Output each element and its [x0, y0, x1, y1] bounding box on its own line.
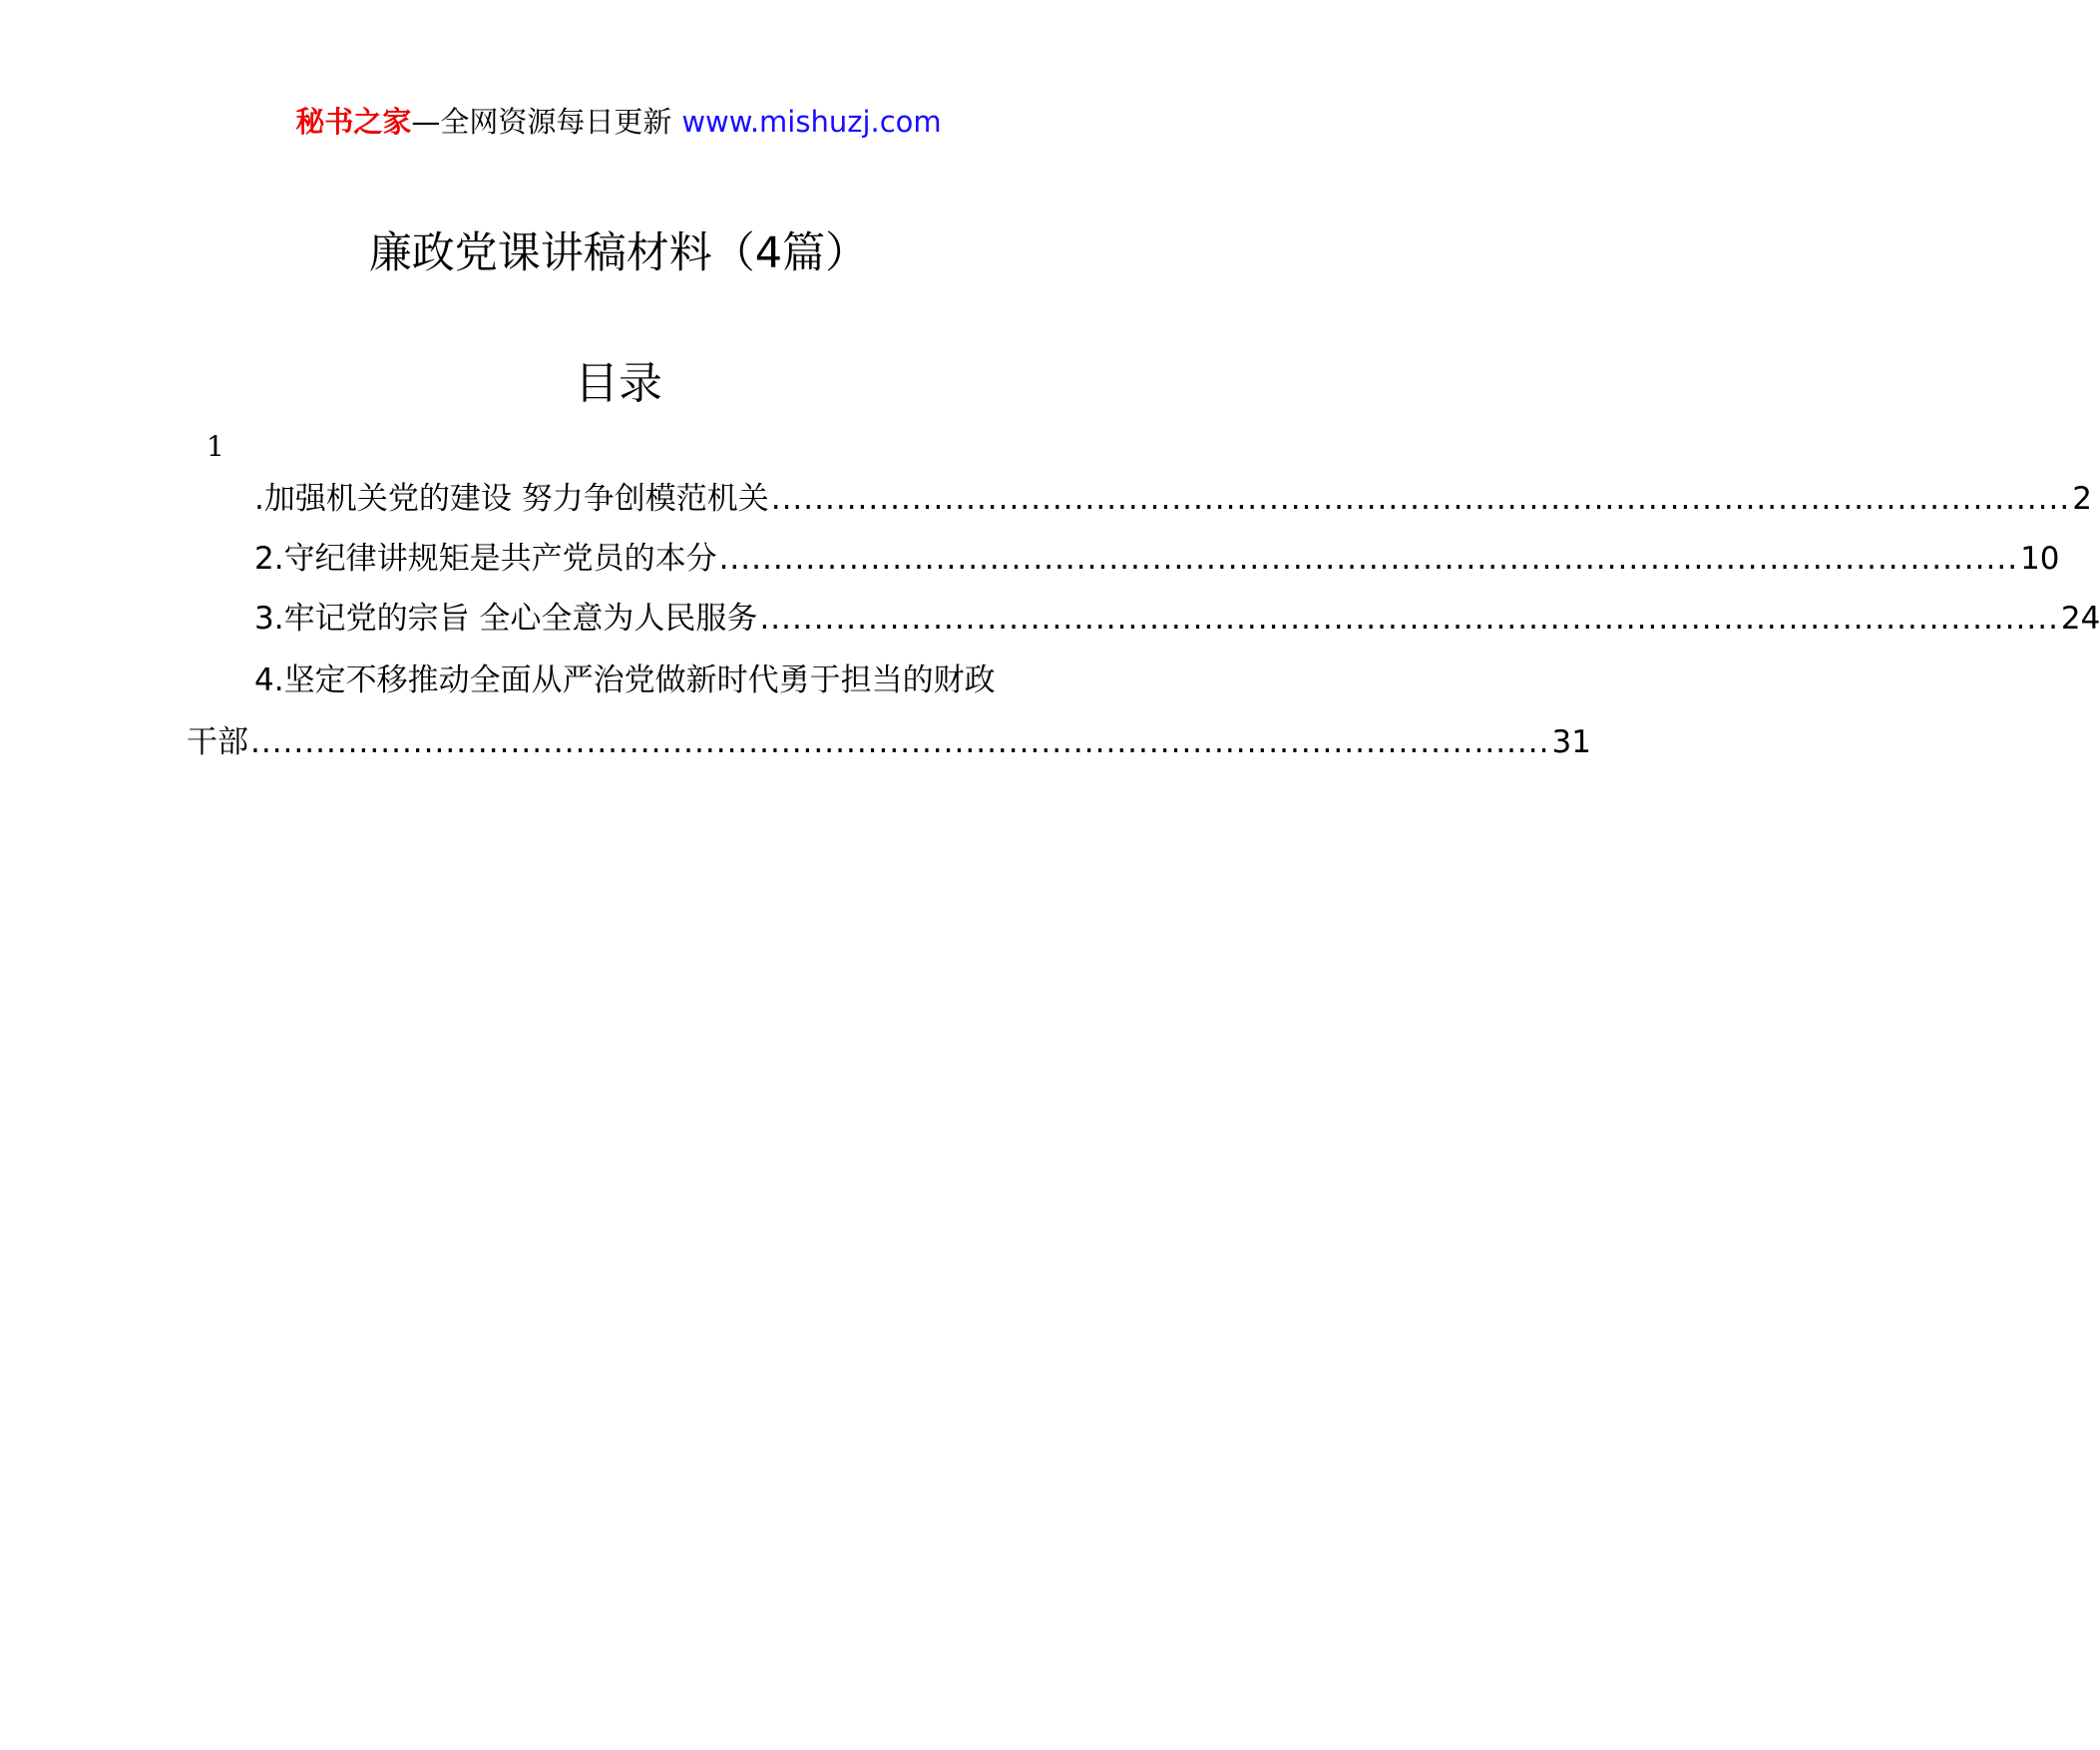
toc-entry-1[interactable]: [254, 477, 2092, 521]
toc-entry-3[interactable]: [254, 597, 2100, 641]
toc-entry-text: 3.牢记党的宗旨 全心全意为人民服务: [254, 601, 758, 637]
toc-entry-4-line-2[interactable]: [187, 720, 1591, 764]
site-slogan: 全网资源每日更新: [440, 105, 672, 139]
toc-page-number: 31: [1551, 724, 1591, 760]
toc-entry-text: 2.守纪律讲规矩是共产党员的本分: [254, 541, 717, 577]
toc-dot-leader: ........................................................................................................................: [718, 541, 2019, 577]
toc-dot-leader: ........................................................................................................................: [250, 724, 1550, 760]
toc-entry-2[interactable]: [254, 537, 2060, 581]
toc-dot-leader: ........................................................................................................................: [770, 481, 2071, 517]
site-name: 秘书之家: [295, 105, 412, 139]
toc-entry-text: .加强机关党的建设 努力争创模范机关: [254, 481, 769, 517]
toc-heading: 目录: [575, 358, 662, 409]
toc-page-number: 24: [2060, 601, 2100, 637]
toc-entry-text: 4.坚定不移推动全面从严治党做新时代勇于担当的财政: [254, 662, 996, 698]
toc-entry-4-line-1[interactable]: [254, 658, 1052, 702]
header-dash: —: [411, 105, 441, 139]
document-title: 廉政党课讲稿材料（4篇）: [368, 228, 869, 278]
toc-entry-text: 干部: [187, 724, 248, 760]
toc-page-number: 10: [2020, 541, 2060, 577]
site-header: [0, 100, 1237, 144]
toc-dot-leader: ........................................................................................................................: [759, 601, 2059, 637]
site-url-link[interactable]: www.mishuzj.com: [681, 105, 942, 139]
toc-page-number: 2: [2072, 481, 2092, 517]
toc-stray-number: 1: [207, 430, 224, 463]
